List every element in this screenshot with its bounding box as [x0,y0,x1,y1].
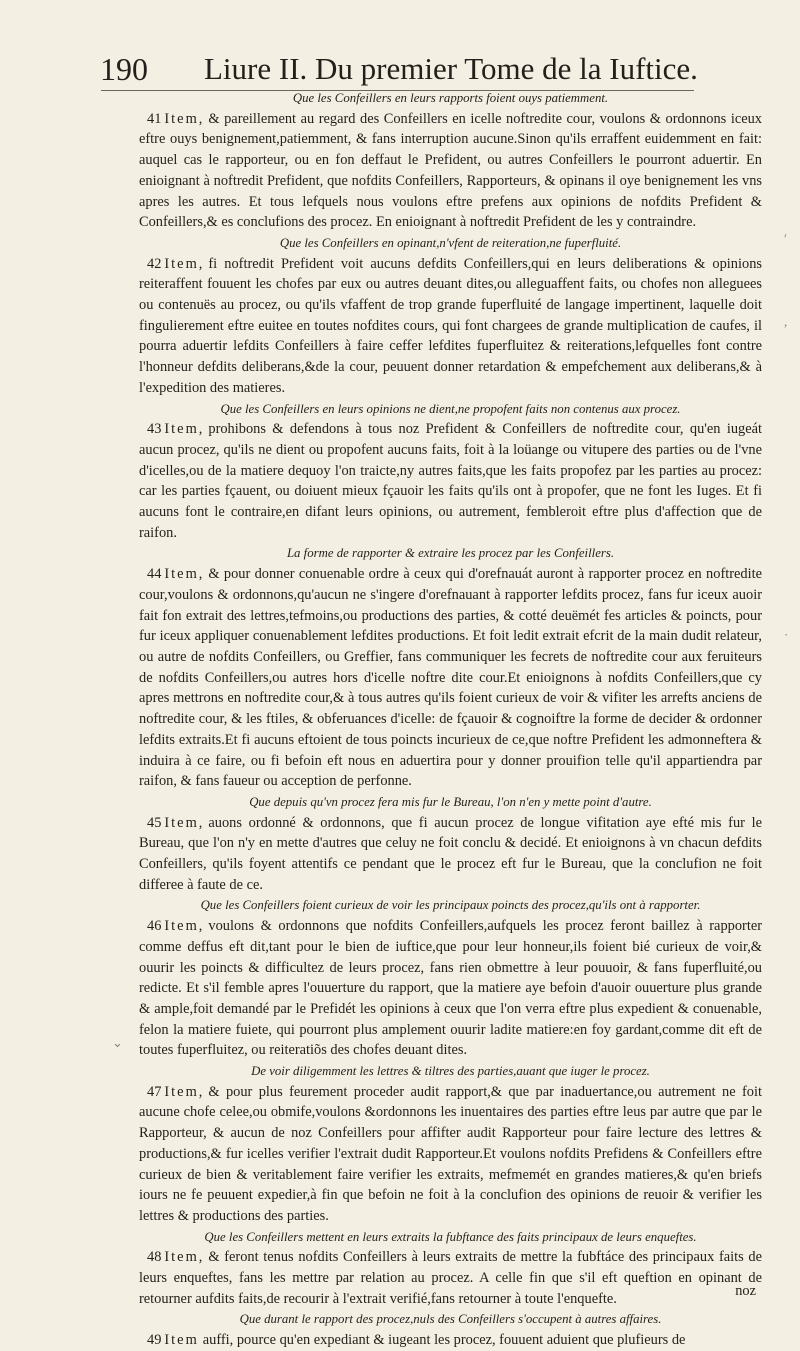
article-heading: De voir diligemment les lettres & tiltres des parties,auant que iuger le procez. [251,1064,650,1079]
running-title: Liure II. Du premier Tome de la Iuftice. [204,51,698,86]
article-text: voulons & ordonnons que nofdits Confeillers,aufquels les procez feront baillez à rapporter comme deffus eft dit,tant pour le bien de iuftice,que pour leur honneur,ils foient bié curieux de voir,& ouurir les poincts & difficultez de leurs procez, fans rien obmettre à leur pouuoir, & fans fuperfluité,ou redicte. Et s'il femble apres l'ouuerture du rapport, que la matiere aye befoin d'auoir ouuerture plus grande & ample,foit demandé par le Prefidét les opinions à ceux que l'on verra eftre plus expedient & conuenable, felon la matiere fuiete, qui pourront plus amplement ouurir ladite matiere:en foy gardant,comme dit eft de toutes fuperfluitez, ou reiteratiõs des chofes deuant dites. [139,918,762,1059]
article-number: 44 [147,566,162,583]
article-text: auffi, pource qu'en expediant & iugeant les procez, fouuent aduient que plufieurs de [202,1332,686,1349]
article-text: prohibons & defendons à tous noz Prefident & Confeillers de noftredite cour, qu'en iugeát aucun procez, qu'ils ne dient ou propofent aucuns faits, foit à la loüange ou vitupere des parties ou de l'vne d'icelles,ou de la matiere dequoy l'on traicte,ny autres faits,que les faits propofez par les parties au procez: car les parties fçauent, ou doiuent mieux fçauoir les faits qu'ils ont à propofer, que ne font les Iuges. Et fi aucuns font le contraire,en difant leurs opinions, ou autrement, fembleroit eftre plus d'affection que de raifon. [139,421,762,541]
article-paragraph [139,1082,762,1227]
article-heading: Que les Confeillers foient curieux de voir les principaux poincts des procez,qu'ils ont à rapporter. [200,898,701,913]
article-text: & feront tenus nofdits Confeillers à leurs extraits de mettre la fubftáce des principaux faits de leurs enqueftes, fans les mettre par relation au procez. A celle fin que s'il eft queftion en opinant de retourner aufdits faits,de recourir à l'extrait verifié,fans retourner à toute l'enquefte. [139,1249,762,1307]
article-paragraph [139,1247,762,1309]
article-text: & pour donner conuenable ordre à ceux qui d'orefnauát auront à rapporter procez en noftredite cour,voulons & ordonnons,qu'aucun ne s'ingere d'orefnauant à rapporter lefdits procez, fans fur iceux auoir fait fon extrait des lettres,tefmoins,ou productions des parties, & cotté deuëmét fes articles & poincts, pour fur iceux appliquer conuenablement lefdites productions. Et foit ledit extrait efcrit de la main dudit relateur, ou autre de nofdits Confeillers, ou Greffier, fans communiquer les fecrets de noftredite cour aux feruiteurs de nofdits Confeillers,ou autres hors d'icelle noftre dite cour.Et enioignons à nofdits Confeillers,que cy apres mettrons en noftredite cour,& à tous autres qu'ils foient curieux de voir & vifiter les arrefts anciens de noftredite cour, & les ftiles, & obferuances d'icelle: de fçauoir & cognoiftre la forme de decider & ordonner lefdits extraits.Et fi aucuns eftoient de tous poincts incurieux de ce,que noftre Prefident les admonneftera & induira à ce faire, ou fi befoin eft nous en aduertira pour y donner prouifion telle qu'il appartiendra par raifon, & fans faueur ou acception de perfonne. [139,566,762,790]
article-paragraph [139,916,762,1061]
item-word: Item, [164,918,205,935]
article-text: fi noftredit Prefident voit aucuns defdits Confeillers,qui en leurs deliberations & opinions reiteraffent fouuent les chofes par eux ou autres deuant dites,ou alleguaffent faits, ou chofes non alleguees ou contenuës au procez, ou qu'ils vfaffent de trop grande fuperfluité de langage impertinent, laquelle doit fingulierement eftre euitee en toutes nofdites cours, qui font chargees de grande multiplication de caufes, il pourra aduertir lefdits Confeillers à faire ceffer lefdites fuperfluitez & reiterations,lefquelles font contre l'honneur defdits deliberans,&de la cour, peuuent donner retardation & empefchement aux deliberans,& à l'expedition des matieres. [139,255,762,396]
article-number: 42 [147,255,162,272]
article-number: 49 [147,1332,162,1349]
article-paragraph [139,1330,762,1351]
article-number: 41 [147,110,162,127]
article-paragraph [139,254,762,399]
article-text: auons ordonné & ordonnons, que fi aucun procez de longue vifitation aye efté mis fur le Bureau, que l'on n'y en mette d'autres que celuy ne foit conclu & decidé. Et enioignons à vn chacun defdits Confeillers, qu'ils foyent attentifs ce pendant que le procez eft fur le Bureau, que la conclufion ne foit differee à faute de ce. [139,814,762,893]
article-number: 47 [147,1083,162,1100]
article-paragraph [139,109,762,233]
article-paragraph [139,564,762,792]
article-heading: Que depuis qu'vn procez fera mis fur le Bureau, l'on n'en y mette point d'autre. [249,794,652,809]
article-heading: Que les Confeillers en leurs rapports foient ouys patiemment. [292,91,609,105]
item-word: Item, [164,566,205,583]
article-number: 48 [147,1249,162,1266]
catchword: noz [735,1283,756,1299]
article-heading: Que durant le rapport des procez,nuls des Confeillers s'occupent à autres affaires. [239,1312,662,1327]
item-word: Item, [164,421,205,438]
page-number: 190 [100,51,148,87]
item-word: Item, [164,1249,205,1266]
margin-tick-mark: ′ [784,231,787,246]
article-heading: Que les Confeillers mettent en leurs extraits la fubftance des faits principaux de leurs enqueftes. [204,1229,697,1244]
article-number: 45 [147,814,162,831]
article-heading: La forme de rapporter & extraire les procez par les Confeillers. [286,546,615,561]
page-header [100,48,700,90]
article-heading: Que les Confeillers en leurs opinions ne dient,ne propofent faits non contenus aux procez. [220,401,681,416]
margin-tick-mark: , [784,314,788,329]
item-word: Item, [164,814,205,831]
item-word: Item, [164,1083,205,1100]
text-body [139,88,762,1351]
item-word: Item, [164,110,205,127]
margin-pointer-mark: ⌄ [112,1035,123,1050]
article-number: 43 [147,421,162,438]
article-paragraph [139,419,762,543]
item-word: Item [164,1332,199,1349]
item-word: Item, [164,255,205,272]
article-text: & pour plus feurement proceder audit rapport,& que par inaduertance,ou autrement ne foit aucune chofe celee,ou obmife,voulons &ordonnons les inuentaires des parties eftre leus par autre que par le Rapporteur, & aucun de noz Confeillers pour affifter audit Rapporteur pour faire lecture des lettres & productions,& fur icelles verifier l'extrait dudit Rapporteur.Et voulons nofdits Prefidens & Confeillers eftre curieux de bien & veritablement faire verifier les extraits, mefmemét en grandes matieres,& qu'en briefs iours ne fe peuuent expedier,à fin que befoin ne foit à la conclufion des opinions de reuoir & verifier les lettres & productions des parties. [139,1083,762,1224]
article-heading: Que les Confeillers en opinant,n'vfent de reiteration,ne fuperfluité. [279,235,622,250]
margin-tick-mark: · [784,627,789,642]
article-text: & pareillement au regard des Confeillers en icelle noftredite cour, voulons & ordonnons iceux eftre ouys benignement,patiemment, & fans interruption aucune.Sinon qu'ils erraffent euidemment en fait: auquel cas le rapporteur, ou en fon deffaut le Prefident, ou autres Confeillers le pourront aduertir. En enioignant à noftredit Prefident, que nofdits Confeillers, Rapporteurs, & opinans il oye benignement les vns apres les autres. Et tous lefquels nous voulons eftre prefens aux opinions de nofdits Prefident & Confeillers,& es conclufions des procez. En enioignant à noftredit Prefident de les y contraindre. [139,110,762,231]
article-number: 46 [147,918,162,935]
article-paragraph [139,813,762,896]
